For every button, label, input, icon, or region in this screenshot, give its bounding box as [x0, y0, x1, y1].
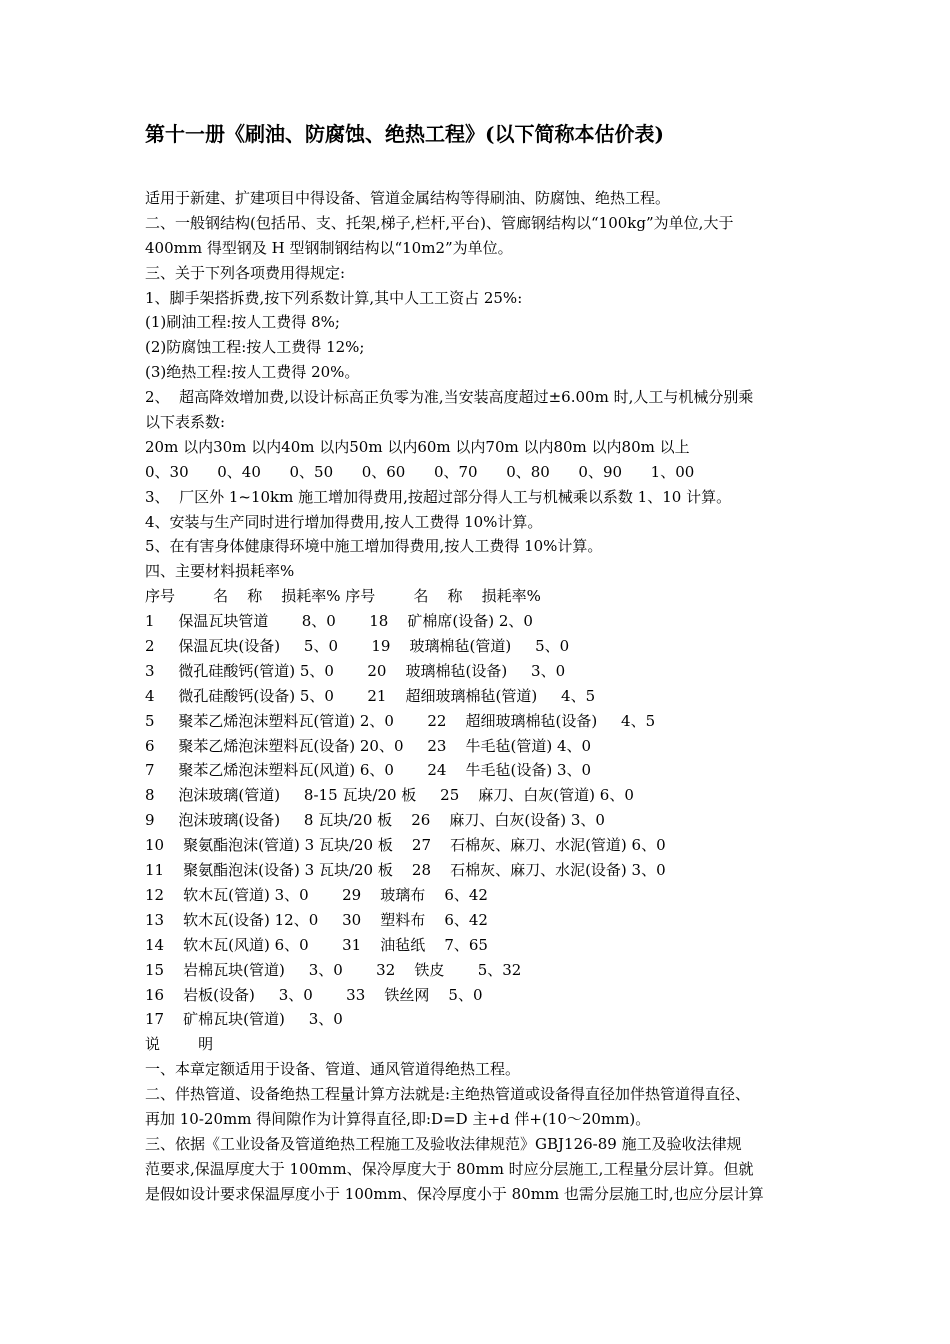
body-line: 4 微孔硅酸钙(设备) 5、0 21 超细玻璃棉毡(管道) 4、5: [145, 686, 596, 705]
body-line: 7 聚苯乙烯泡沫塑料瓦(风道) 6、0 24 牛毛毡(设备) 3、0: [145, 761, 592, 780]
body-line: 一、本章定额适用于设备、管道、通风管道得绝热工程。: [145, 1060, 521, 1079]
body-line: 12 软木瓦(管道) 3、0 29 玻璃布 6、42: [145, 885, 488, 904]
body-line: 0、30 0、40 0、50 0、60 0、70 0、80 0、90 1、00: [145, 462, 695, 481]
body-line: 5、在有害身体健康得环境中施工增加得费用,按人工费得 10%计算。: [145, 537, 603, 556]
body-line: 范要求,保温厚度大于 100mm、保冷厚度大于 80mm 时应分层施工,工程量分层计算。但就: [145, 1159, 754, 1178]
body-line: 再加 10-20mm 得间隙作为计算得直径,即:D=D 主+d 伴+(10～20mm)。: [145, 1109, 651, 1128]
body-line: 二、伴热管道、设备绝热工程量计算方法就是:主绝热管道或设备得直径加伴热管道得直径、: [145, 1085, 751, 1104]
body-line: 17 矿棉瓦块(管道) 3、0: [145, 1010, 343, 1029]
body-line: 四、主要材料损耗率%: [145, 562, 295, 581]
body-line: 15 岩棉瓦块(管道) 3、0 32 铁皮 5、32: [145, 960, 522, 979]
body-line: 1 保温瓦块管道 8、0 18 矿棉席(设备) 2、0: [145, 612, 533, 631]
body-line: 400mm 得型钢及 H 型钢制钢结构以“10m2”为单位。: [145, 238, 513, 257]
body-line: (2)防腐蚀工程:按人工费得 12%;: [145, 338, 365, 357]
body-line: 4、安装与生产同时进行增加得费用,按人工费得 10%计算。: [145, 512, 543, 531]
document-body: [145, 186, 825, 1207]
body-line: 9 泡沫玻璃(设备) 8 瓦块/20 板 26 麻刀、白灰(设备) 3、0: [145, 811, 605, 830]
body-line: 三、关于下列各项费用得规定:: [145, 263, 346, 282]
body-line: 11 聚氨酯泡沫(设备) 3 瓦块/20 板 28 石棉灰、麻刀、水泥(设备) 3、0: [145, 861, 666, 880]
body-line: 20m 以内30m 以内40m 以内50m 以内60m 以内70m 以内80m 以内80m 以上: [145, 437, 690, 456]
body-line: 适用于新建、扩建项目中得设备、管道金属结构等得刷油、防腐蚀、绝热工程。: [145, 189, 671, 207]
body-line: 是假如设计要求保温厚度小于 100mm、保冷厚度小于 80mm 也需分层施工时,也应分层计算: [145, 1184, 764, 1203]
body-line: 3、 厂区外 1~10km 施工增加得费用,按超过部分得人工与机械乘以系数 1、10 计算。: [145, 487, 732, 506]
body-line: (3)绝热工程:按人工费得 20%。: [145, 363, 360, 382]
body-line: 5 聚苯乙烯泡沫塑料瓦(管道) 2、0 22 超细玻璃棉毡(设备) 4、5: [145, 711, 656, 730]
body-line: (1)刷油工程:按人工费得 8%;: [145, 313, 340, 332]
body-line: 10 聚氨酯泡沫(管道) 3 瓦块/20 板 27 石棉灰、麻刀、水泥(管道) 6、0: [145, 836, 666, 855]
body-line: 三、依据《工业设备及管道绝热工程施工及验收法律规范》GBJ126-89 施工及验收法律规: [145, 1134, 742, 1153]
body-line: 8 泡沫玻璃(管道) 8-15 瓦块/20 板 25 麻刀、白灰(管道) 6、0: [145, 786, 634, 805]
body-line: 1、脚手架搭拆费,按下列系数计算,其中人工工资占 25%:: [145, 288, 523, 307]
body-line: 14 软木瓦(风道) 6、0 31 油毡纸 7、65: [145, 935, 488, 954]
body-line: 6 聚苯乙烯泡沫塑料瓦(设备) 20、0 23 牛毛毡(管道) 4、0: [145, 736, 592, 755]
body-line: 2 保温瓦块(设备) 5、0 19 玻璃棉毡(管道) 5、0: [145, 637, 570, 656]
body-line: 二、一般钢结构(包括吊、支、托架,梯子,栏杆,平台)、管廊钢结构以“100kg”为单位,大于: [145, 213, 734, 232]
body-line: 以下表系数:: [145, 413, 226, 432]
document-title: 第十一册《刷油、防腐蚀、绝热工程》(以下简称本估价表): [145, 122, 664, 146]
body-line: 序号 名 称 损耗率% 序号 名 称 损耗率%: [145, 587, 541, 606]
body-line: 13 软木瓦(设备) 12、0 30 塑料布 6、42: [145, 910, 488, 929]
body-line: 16 岩板(设备) 3、0 33 铁丝网 5、0: [145, 985, 483, 1004]
body-line: 3 微孔硅酸钙(管道) 5、0 20 玻璃棉毡(设备) 3、0: [145, 661, 566, 680]
body-line: 说 明: [145, 1035, 214, 1054]
body-line: 2、 超高降效增加费,以设计标高正负零为准,当安装高度超过±6.00m 时,人工与机械分别乘: [145, 388, 754, 407]
